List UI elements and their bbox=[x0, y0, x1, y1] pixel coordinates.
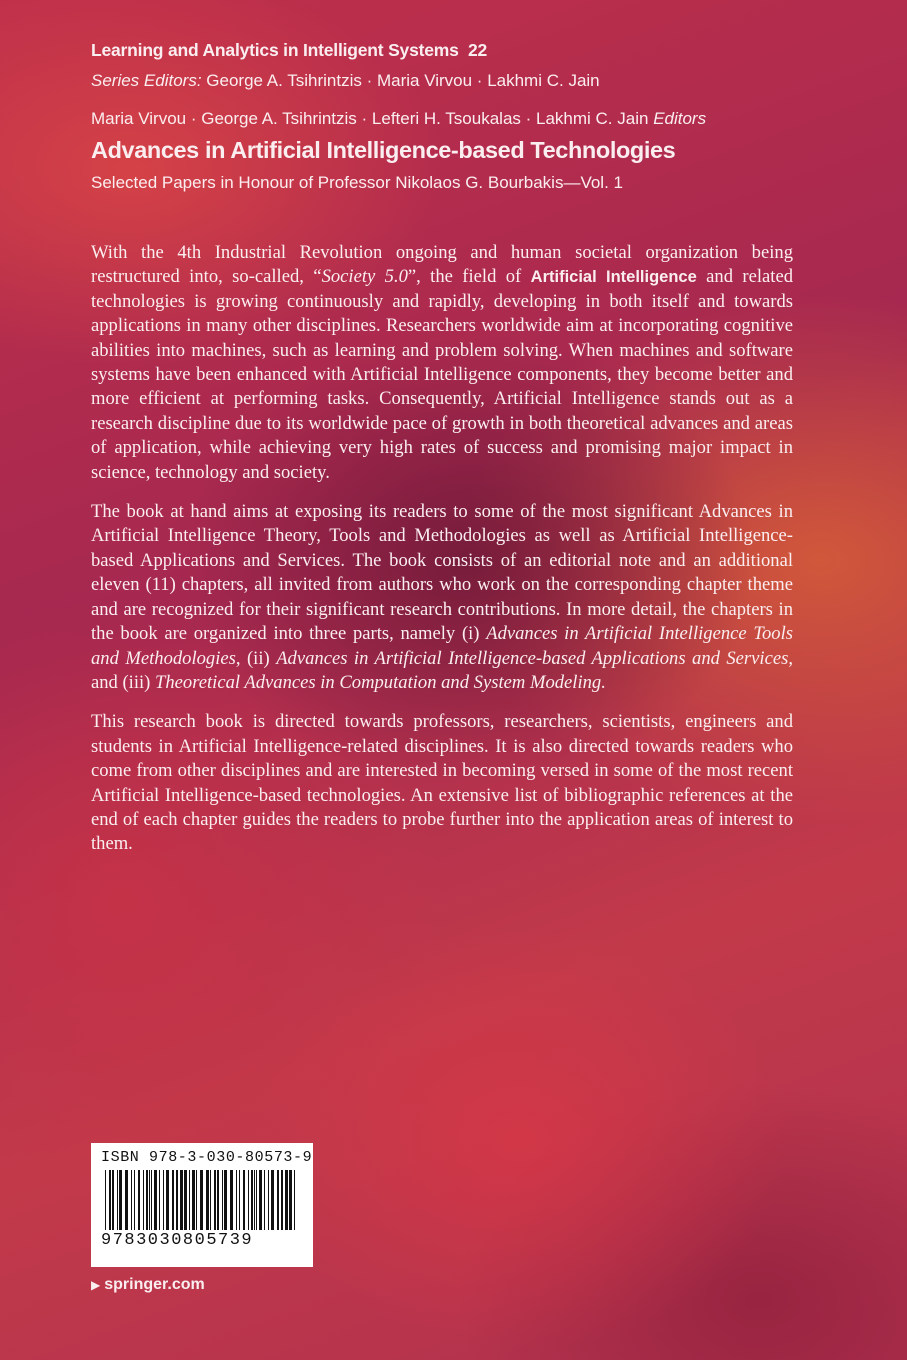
book-editors-label: Editors bbox=[653, 109, 707, 128]
barcode-bar bbox=[138, 1170, 140, 1230]
barcode-bar bbox=[143, 1170, 144, 1230]
barcode-bar bbox=[210, 1170, 211, 1230]
series-volume: 22 bbox=[468, 40, 488, 60]
barcode-bar bbox=[196, 1170, 197, 1230]
barcode-bar bbox=[214, 1170, 216, 1230]
barcode-bar bbox=[125, 1170, 128, 1230]
barcode-bar bbox=[119, 1170, 122, 1230]
publisher-link[interactable] bbox=[91, 1276, 205, 1294]
barcode-bar bbox=[192, 1170, 195, 1230]
publisher-url: springer.com bbox=[104, 1276, 205, 1293]
barcode-bar bbox=[206, 1170, 209, 1230]
barcode-bar bbox=[271, 1170, 274, 1230]
barcode-bar bbox=[264, 1170, 265, 1230]
isbn-barcode bbox=[91, 1143, 313, 1267]
barcode-bar bbox=[131, 1170, 132, 1230]
barcode-bar bbox=[259, 1170, 262, 1230]
barcode-bar bbox=[109, 1170, 111, 1230]
barcode-bar bbox=[222, 1170, 223, 1230]
barcode-bar bbox=[256, 1170, 257, 1230]
barcode-digits: 9783030805739 bbox=[101, 1231, 254, 1250]
blurb bbox=[91, 241, 793, 872]
triangle-right-icon: ▶ bbox=[91, 1278, 101, 1292]
blurb-paragraph-2: The book at hand aims at exposing its readers to some of the most significant Advances in Artificial Intelligence Theory, Tools and Methodologies as well as Artificial Intelligence-based Applications and Services. The book consists of an editorial note and an additional eleven (11) chapters, all invited from authors who work on the corresponding chapter theme and are recognized for their significant research contributions. In more detail, the chapters in the book are organized into three parts, namely (i) Advances in Artificial Intelligence Tools and Methodologies, (ii) Advances in Artificial Intelligence-based Applications and Services, and (iii) Theoretical Advances in Computation and System Modeling. bbox=[91, 501, 793, 693]
barcode-bar bbox=[189, 1170, 190, 1230]
part-1-title: Advances in Artificial Intelligence Tools and Methodologies bbox=[91, 623, 793, 669]
barcode-bar bbox=[134, 1170, 135, 1230]
isbn-label: ISBN 978-3-030-80573-9 bbox=[101, 1149, 313, 1166]
barcode-bar bbox=[243, 1170, 245, 1230]
series-editors-label: Series Editors: bbox=[91, 71, 202, 90]
book-title: Advances in Artificial Intelligence-based Technologies bbox=[91, 137, 676, 163]
barcode-bar bbox=[239, 1170, 240, 1230]
barcode-bar bbox=[268, 1170, 269, 1230]
part-3-title: Theoretical Advances in Computation and System Modeling. bbox=[155, 671, 606, 693]
barcode-bar bbox=[176, 1170, 178, 1230]
barcode-bar bbox=[230, 1170, 233, 1230]
barcode-bar bbox=[254, 1170, 255, 1230]
book-editors-names: Maria Virvou · George A. Tsihrintzis · Lefteri H. Tsoukalas · Lakhmi C. Jain bbox=[91, 109, 649, 128]
series-editors bbox=[91, 71, 600, 91]
blurb-paragraph-1: With the 4th Industrial Revolution ongoing and human societal organization being restructured into, so-called, “Society 5.0”, the field of Artificial Intelligence and related technologies is growing continuously and rapidly, developing in both itself and towards applications in many other disciplines. Researchers worldwide aim at incorporating cognitive abilities into machines, such as learning and problem solving. When machines and software systems have been enhanced with Artificial Intelligence components, they become better and more efficient at performing tasks. Consequently, Artificial Intelligence stands out as a research discipline due to its worldwide pace of growth in both theoretical advances and areas of application, while achieving very high rates of success and promising major impact in science, technology and society. bbox=[91, 242, 793, 483]
barcode-bar bbox=[151, 1170, 152, 1230]
barcode-bar bbox=[172, 1170, 174, 1230]
barcode-bar bbox=[117, 1170, 118, 1230]
barcode-bar bbox=[149, 1170, 150, 1230]
blurb-paragraph-3: This research book is directed towards professors, researchers, scientists, engineers and students in Artificial Intelligence-related disciplines. It is also directed towards readers who come from other disciplines and are interested in becoming versed in some of the most recent Artificial Intelligence-based technologies. An extensive list of bibliographic references at the end of each chapter guides the readers to probe further into the application areas of interest to them. bbox=[91, 711, 793, 855]
barcode-bars bbox=[101, 1170, 303, 1232]
barcode-bar bbox=[112, 1170, 114, 1230]
barcode-bar bbox=[248, 1170, 249, 1230]
series-name: Learning and Analytics in Intelligent Systems bbox=[91, 40, 459, 60]
barcode-bar bbox=[184, 1170, 187, 1230]
barcode-bar bbox=[105, 1170, 106, 1230]
barcode-bar bbox=[159, 1170, 160, 1230]
book-subtitle: Selected Papers in Honour of Professor Nikolaos G. Bourbakis—Vol. 1 bbox=[91, 173, 623, 192]
barcode-bar bbox=[236, 1170, 237, 1230]
barcode-bar bbox=[224, 1170, 227, 1230]
barcode-bar bbox=[154, 1170, 157, 1230]
book-editors bbox=[91, 109, 706, 129]
ai-term: Artificial Intelligence bbox=[530, 268, 697, 287]
barcode-bar bbox=[277, 1170, 279, 1230]
barcode-bar bbox=[180, 1170, 183, 1230]
barcode-bar bbox=[285, 1170, 288, 1230]
society-term: Society 5.0 bbox=[321, 266, 408, 288]
barcode-bar bbox=[163, 1170, 164, 1230]
series-title bbox=[91, 40, 487, 61]
barcode-bar bbox=[166, 1170, 169, 1230]
barcode-bar bbox=[251, 1170, 253, 1230]
barcode-bar bbox=[294, 1170, 295, 1230]
barcode-bar bbox=[281, 1170, 283, 1230]
barcode-bar bbox=[289, 1170, 292, 1230]
series-editors-names: George A. Tsihrintzis · Maria Virvou · Lakhmi C. Jain bbox=[206, 71, 600, 90]
barcode-bar bbox=[146, 1170, 148, 1230]
barcode-bar bbox=[200, 1170, 203, 1230]
part-2-title: Advances in Artificial Intelligence-based Applications and Services bbox=[276, 647, 789, 669]
barcode-bar bbox=[217, 1170, 219, 1230]
